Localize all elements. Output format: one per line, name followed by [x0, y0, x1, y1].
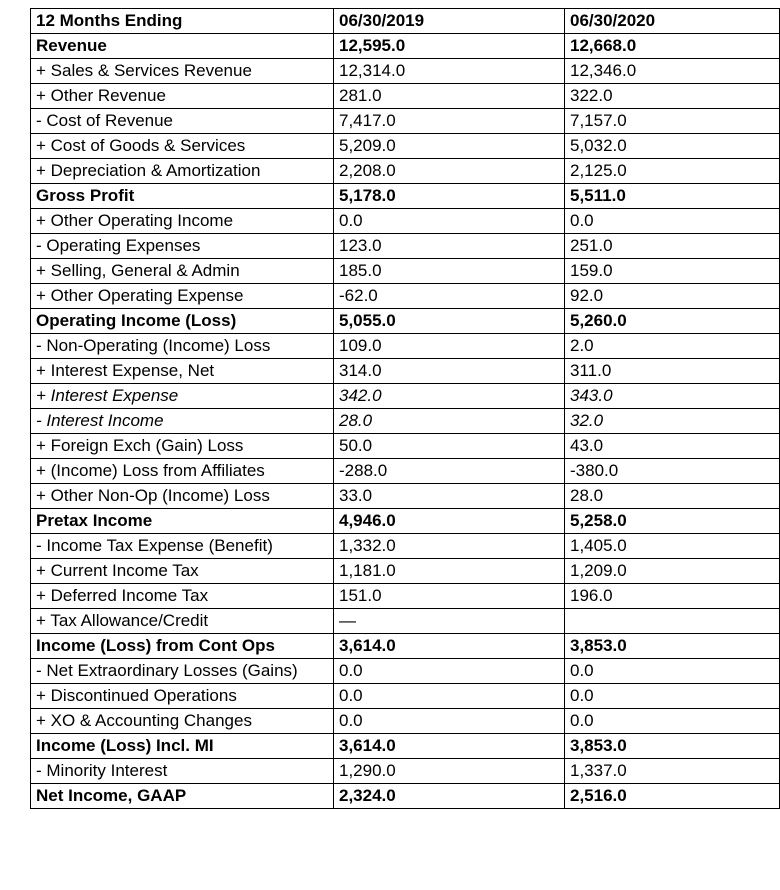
row-value-2020: 32.0: [565, 409, 780, 434]
row-value-2019: 5,055.0: [334, 309, 565, 334]
table-row: [31, 109, 780, 134]
row-label: - Minority Interest: [31, 759, 334, 784]
row-value-2019: 0.0: [334, 209, 565, 234]
row-label: Income (Loss) from Cont Ops: [31, 634, 334, 659]
table-row: [31, 234, 780, 259]
row-value-2020: 5,260.0: [565, 309, 780, 334]
row-value-2019: 109.0: [334, 334, 565, 359]
row-value-2020: 159.0: [565, 259, 780, 284]
row-value-2020: 2,125.0: [565, 159, 780, 184]
table-row: [31, 759, 780, 784]
table-row: [31, 709, 780, 734]
income-statement-table: [30, 8, 780, 809]
table-row: [31, 34, 780, 59]
row-value-2019: 281.0: [334, 84, 565, 109]
table-row: [31, 509, 780, 534]
row-value-2019: 50.0: [334, 434, 565, 459]
row-value-2019: 5,209.0: [334, 134, 565, 159]
row-value-2019: 3,614.0: [334, 734, 565, 759]
row-label: + Other Operating Expense: [31, 284, 334, 309]
row-value-2019: -62.0: [334, 284, 565, 309]
row-value-2019: 314.0: [334, 359, 565, 384]
table-row: [31, 659, 780, 684]
row-value-2020: 2.0: [565, 334, 780, 359]
table-row: [31, 434, 780, 459]
row-value-2019: 12,595.0: [334, 34, 565, 59]
row-label: - Interest Income: [31, 409, 334, 434]
row-value-2020: 0.0: [565, 209, 780, 234]
row-value-2019: -288.0: [334, 459, 565, 484]
row-value-2020: 0.0: [565, 709, 780, 734]
header-period-2019: 06/30/2019: [334, 9, 565, 34]
row-value-2020: 196.0: [565, 584, 780, 609]
row-value-2019: 1,181.0: [334, 559, 565, 584]
row-label: + Other Revenue: [31, 84, 334, 109]
row-value-2019: 0.0: [334, 709, 565, 734]
row-value-2019: 1,290.0: [334, 759, 565, 784]
row-value-2020: [565, 609, 780, 634]
row-value-2020: -380.0: [565, 459, 780, 484]
row-value-2019: 4,946.0: [334, 509, 565, 534]
row-label: - Net Extraordinary Losses (Gains): [31, 659, 334, 684]
row-value-2020: 92.0: [565, 284, 780, 309]
row-value-2019: 33.0: [334, 484, 565, 509]
table-row: [31, 459, 780, 484]
row-value-2019: 123.0: [334, 234, 565, 259]
row-label: - Operating Expenses: [31, 234, 334, 259]
row-label: + Other Non-Op (Income) Loss: [31, 484, 334, 509]
header-period-2020: 06/30/2020: [565, 9, 780, 34]
row-value-2019: 7,417.0: [334, 109, 565, 134]
table-row: [31, 559, 780, 584]
table-row: [31, 484, 780, 509]
row-value-2020: 12,668.0: [565, 34, 780, 59]
row-label: Net Income, GAAP: [31, 784, 334, 809]
row-label: + Interest Expense, Net: [31, 359, 334, 384]
row-label: + Other Operating Income: [31, 209, 334, 234]
row-value-2020: 322.0: [565, 84, 780, 109]
row-label: Operating Income (Loss): [31, 309, 334, 334]
table-row: [31, 159, 780, 184]
row-label: - Income Tax Expense (Benefit): [31, 534, 334, 559]
row-label: + Depreciation & Amortization: [31, 159, 334, 184]
table-row: [31, 734, 780, 759]
row-value-2019: 185.0: [334, 259, 565, 284]
row-value-2020: 3,853.0: [565, 734, 780, 759]
table-row: [31, 209, 780, 234]
row-value-2020: 12,346.0: [565, 59, 780, 84]
row-label: Revenue: [31, 34, 334, 59]
table-row: [31, 584, 780, 609]
row-label: + Interest Expense: [31, 384, 334, 409]
row-value-2019: 5,178.0: [334, 184, 565, 209]
table-row: [31, 284, 780, 309]
table-row: [31, 184, 780, 209]
row-value-2020: 0.0: [565, 659, 780, 684]
row-label: Pretax Income: [31, 509, 334, 534]
table-row: [31, 309, 780, 334]
table-row: [31, 384, 780, 409]
row-value-2020: 1,209.0: [565, 559, 780, 584]
table-row: [31, 59, 780, 84]
row-value-2019: 2,208.0: [334, 159, 565, 184]
header-label: 12 Months Ending: [31, 9, 334, 34]
row-value-2020: 43.0: [565, 434, 780, 459]
row-label: + Current Income Tax: [31, 559, 334, 584]
row-value-2020: 343.0: [565, 384, 780, 409]
row-value-2019: 151.0: [334, 584, 565, 609]
table-row: [31, 534, 780, 559]
row-label: + Sales & Services Revenue: [31, 59, 334, 84]
row-value-2020: 5,511.0: [565, 184, 780, 209]
row-label: - Non-Operating (Income) Loss: [31, 334, 334, 359]
row-label: + Discontinued Operations: [31, 684, 334, 709]
table-row: [31, 609, 780, 634]
row-label: Income (Loss) Incl. MI: [31, 734, 334, 759]
row-value-2019: 12,314.0: [334, 59, 565, 84]
row-value-2019: 28.0: [334, 409, 565, 434]
table-row: [31, 84, 780, 109]
row-label: + Cost of Goods & Services: [31, 134, 334, 159]
table-row: [31, 684, 780, 709]
table-row: [31, 134, 780, 159]
table-row: [31, 259, 780, 284]
row-label: - Cost of Revenue: [31, 109, 334, 134]
row-value-2020: 2,516.0: [565, 784, 780, 809]
row-label: + Selling, General & Admin: [31, 259, 334, 284]
table-row: [31, 359, 780, 384]
row-value-2020: 311.0: [565, 359, 780, 384]
row-value-2020: 28.0: [565, 484, 780, 509]
row-value-2020: 3,853.0: [565, 634, 780, 659]
row-value-2020: 7,157.0: [565, 109, 780, 134]
row-value-2019: 342.0: [334, 384, 565, 409]
row-label: + Deferred Income Tax: [31, 584, 334, 609]
table-row: [31, 634, 780, 659]
row-value-2019: 0.0: [334, 684, 565, 709]
row-value-2020: 0.0: [565, 684, 780, 709]
row-value-2019: 3,614.0: [334, 634, 565, 659]
row-label: + (Income) Loss from Affiliates: [31, 459, 334, 484]
row-value-2020: 5,032.0: [565, 134, 780, 159]
row-value-2020: 1,405.0: [565, 534, 780, 559]
row-value-2020: 5,258.0: [565, 509, 780, 534]
row-label: + Tax Allowance/Credit: [31, 609, 334, 634]
table-row: [31, 784, 780, 809]
row-label: + XO & Accounting Changes: [31, 709, 334, 734]
row-value-2020: 1,337.0: [565, 759, 780, 784]
table-row: [31, 334, 780, 359]
table-row: [31, 409, 780, 434]
header-row: [31, 9, 780, 34]
row-value-2019: 0.0: [334, 659, 565, 684]
row-label: + Foreign Exch (Gain) Loss: [31, 434, 334, 459]
row-label: Gross Profit: [31, 184, 334, 209]
row-value-2019: —: [334, 609, 565, 634]
row-value-2019: 2,324.0: [334, 784, 565, 809]
row-value-2019: 1,332.0: [334, 534, 565, 559]
row-value-2020: 251.0: [565, 234, 780, 259]
